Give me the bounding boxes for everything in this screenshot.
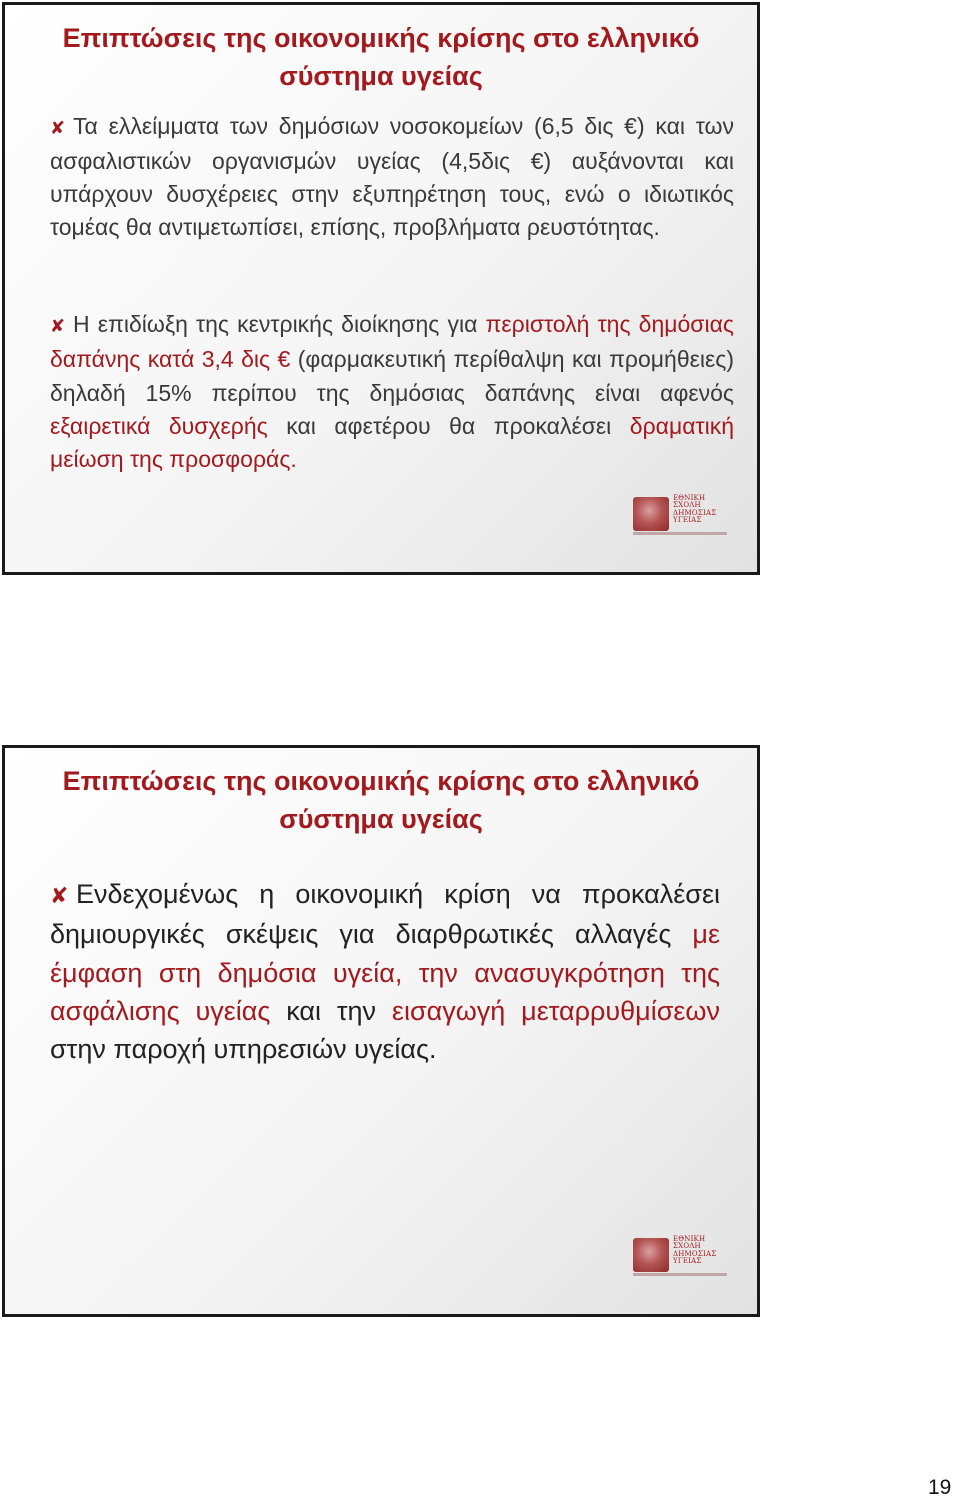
cross-mark-icon: ✘ — [50, 118, 66, 138]
slide-title-line-2: σύστημα υγείας — [279, 61, 483, 91]
logo-text — [673, 495, 729, 524]
school-logo-icon — [633, 1236, 727, 1274]
logo-underline — [633, 1273, 727, 1276]
paragraph-text-part: Η επιδίωξη της κεντρικής διοίκησης για — [73, 311, 486, 337]
highlight-text: εισαγωγή μεταρρυθμίσεων — [391, 995, 721, 1026]
paragraph-text-part: (φαρμακευτική περίθαλψη και προμήθειες) δηλαδή 15% περίπου της δημόσιας δαπάνης είναι αφενός — [50, 346, 734, 406]
logo-text-line: ΥΓΕΙΑΣ — [673, 515, 702, 524]
page-number: 19 — [928, 1476, 952, 1499]
logo-text-line: ΔΗΜΟΣΙΑΣ — [673, 508, 717, 517]
slide-title — [5, 19, 757, 95]
slide-title-line-1: Επιπτώσεις της οικονομικής κρίσης στο ελληνικό — [62, 766, 700, 796]
bullet-paragraph-1 — [50, 110, 734, 244]
bullet-paragraph-1 — [50, 875, 720, 1068]
slide-2 — [2, 745, 760, 1317]
paragraph-text-part: και αφετέρου θα προκαλέσει — [267, 412, 630, 439]
slide-title — [5, 762, 757, 838]
paragraph-text-part: και την — [270, 995, 392, 1026]
cross-mark-icon: ✘ — [50, 883, 69, 908]
logo-text-line: ΣΧΟΛΗ — [673, 501, 701, 510]
logo-text-line: ΕΘΝΙΚΗ — [673, 1235, 706, 1243]
paragraph-text-part: στην παροχή υπηρεσιών υγείας. — [50, 1034, 437, 1065]
logo-text-line: ΣΧΟΛΗ — [673, 1242, 701, 1251]
logo-text — [673, 1236, 729, 1265]
paragraph-text: Τα ελλείμματα των δημόσιων νοσοκομείων (6,5 δις €) και των ασφαλιστικών οργανισμών υγείας (4,5δις €) αυξάνονται και υπάρχουν δυσχέρειες στην εξυπηρέτηση τους, ενώ ο ιδιωτικός τομέας θα αντιμετωπίσει, επίσης, προβλήματα ρευστότητας. — [50, 113, 734, 240]
logo-emblem — [633, 1238, 669, 1272]
slide-1 — [2, 2, 760, 575]
school-logo-icon — [633, 495, 727, 533]
logo-text-line: ΕΘΝΙΚΗ — [673, 494, 706, 502]
highlight-text: δραματική μείωση της προσφοράς. — [50, 412, 734, 473]
logo-text-line: ΔΗΜΟΣΙΑΣ — [673, 1249, 717, 1258]
highlight-text: εξαιρετικά δυσχερής — [50, 412, 268, 439]
cross-mark-icon: ✘ — [50, 316, 66, 336]
slide-title-line-1: Επιπτώσεις της οικονομικής κρίσης στο ελληνικό — [62, 23, 700, 53]
logo-text-line: ΥΓΕΙΑΣ — [673, 1256, 702, 1265]
logo-underline — [633, 532, 727, 535]
paragraph-text-part: Ενδεχομένως η οικονομική κρίση να προκαλέσει δημιουργικές σκέψεις για διαρθρωτικές αλλαγές — [50, 879, 720, 950]
highlight-text: περιστολή της δημόσιας δαπάνης κατά 3,4 δις € — [50, 311, 734, 373]
bullet-paragraph-2 — [50, 308, 734, 476]
logo-emblem — [633, 497, 669, 531]
highlight-text: με έμφαση στη δημόσια υγεία, την ανασυγκρότηση της ασφάλισης υγείας — [50, 919, 720, 1026]
slide-title-line-2: σύστημα υγείας — [279, 804, 483, 834]
